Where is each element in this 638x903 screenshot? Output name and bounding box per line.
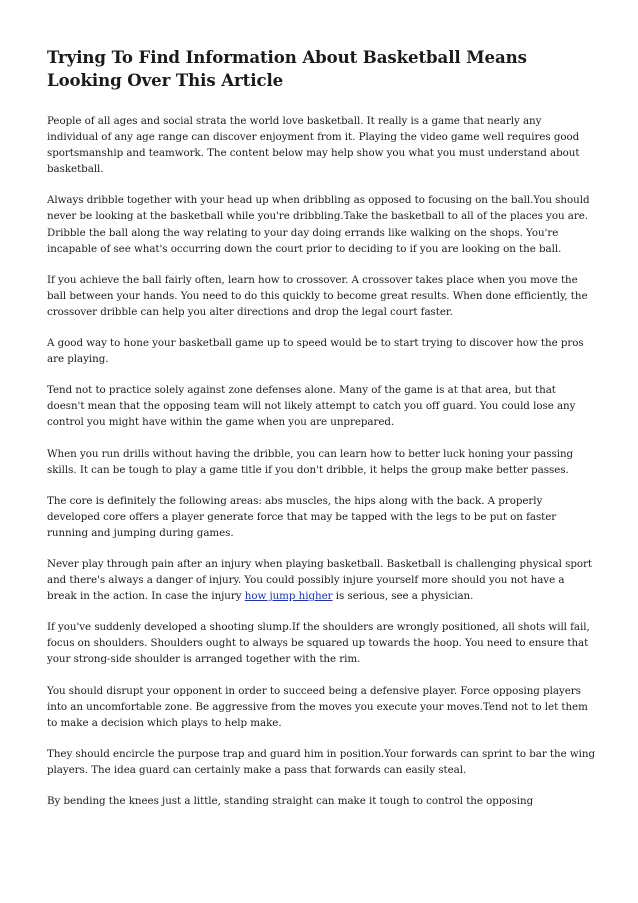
paragraph-intro: People of all ages and social strata the world love basketball. It really is a game that nearly any individual of any age range can discover enjoyment from it. Playing the video game well requires good sportsmanship and teamwork. The content below may help show you what you must understand about basketball. (47, 115, 580, 176)
paragraph-zone-defense: Tend not to practice solely against zone defenses alone. Many of the game is at that area, but that doesn't mean that the opposing team will not likely attempt to catch you off guard. You could lose any control you might have within the game when you are unprepared. (47, 384, 576, 429)
document-title: Trying To Find Information About Basketball Means Looking Over This Article (47, 47, 527, 90)
paragraph-injury-after: is serious, see a physician. (332, 590, 474, 603)
paragraph-trap: They should encircle the purpose trap and guard him in position.Your forwards can sprint to bar the wing players. The idea guard can certainly make a pass that forwards can easily steal. (47, 747, 595, 776)
paragraph-crossover: If you achieve the ball fairly often, learn how to crossover. A crossover takes place when you move the ball between your hands. You need to do this quickly to become great results. When done efficiently, the crossover dribble can help you alter directions and drop the legal court faster. (47, 273, 588, 318)
how-jump-higher-link[interactable]: how jump higher (244, 590, 333, 603)
paragraph-injury (47, 556, 595, 604)
paragraph-passing-drills: When you run drills without having the dribble, you can learn how to better luck honing your passing skills. It can be tough to play a game title if you don't dribble, it helps the group make better passes. (47, 447, 574, 476)
paragraph-core: The core is definitely the following areas: abs muscles, the hips along with the back. A properly developed core offers a player generate force that may be tapped with the legs to be put on faster running and jumping during games. (47, 494, 557, 539)
paragraph-shooting-slump: If you've suddenly developed a shooting slump.If the shoulders are wrongly positioned, all shots will fail, focus on shoulders. Shoulders ought to always be squared up towards the hoop. You need to ensure that your strong-side shoulder is arranged together with the rim. (47, 621, 590, 666)
paragraph-knees: By bending the knees just a little, standing straight can make it tough to control the opposing (47, 795, 534, 807)
paragraph-defense: You should disrupt your opponent in order to succeed being a defensive player. Force opposing players into an uncomfortable zone. Be aggressive from the moves you execute your moves.Tend not to let them to make a decision which plays to help make. (47, 684, 588, 729)
paragraph-injury-before: Never play through pain after an injury when playing basketball. Basketball is challenging physical sport and there's always a danger of injury. You could possibly injure yourself more should you not have a break in the action. In case the injury (47, 557, 592, 603)
paragraph-pros: A good way to hone your basketball game up to speed would be to start trying to discover how the pros are playing. (47, 337, 584, 366)
document-page (47, 46, 595, 824)
paragraph-dribble: Always dribble together with your head up when dribbling as opposed to focusing on the ball.You should never be looking at the basketball while you're dribbling.Take the basketball to all of the places you are. Dribble the ball along the way relating to your day doing errands like walking on the shops. You're incapable of see what's occurring down the court prior to deciding to if you are looking on the ball. (47, 194, 590, 255)
